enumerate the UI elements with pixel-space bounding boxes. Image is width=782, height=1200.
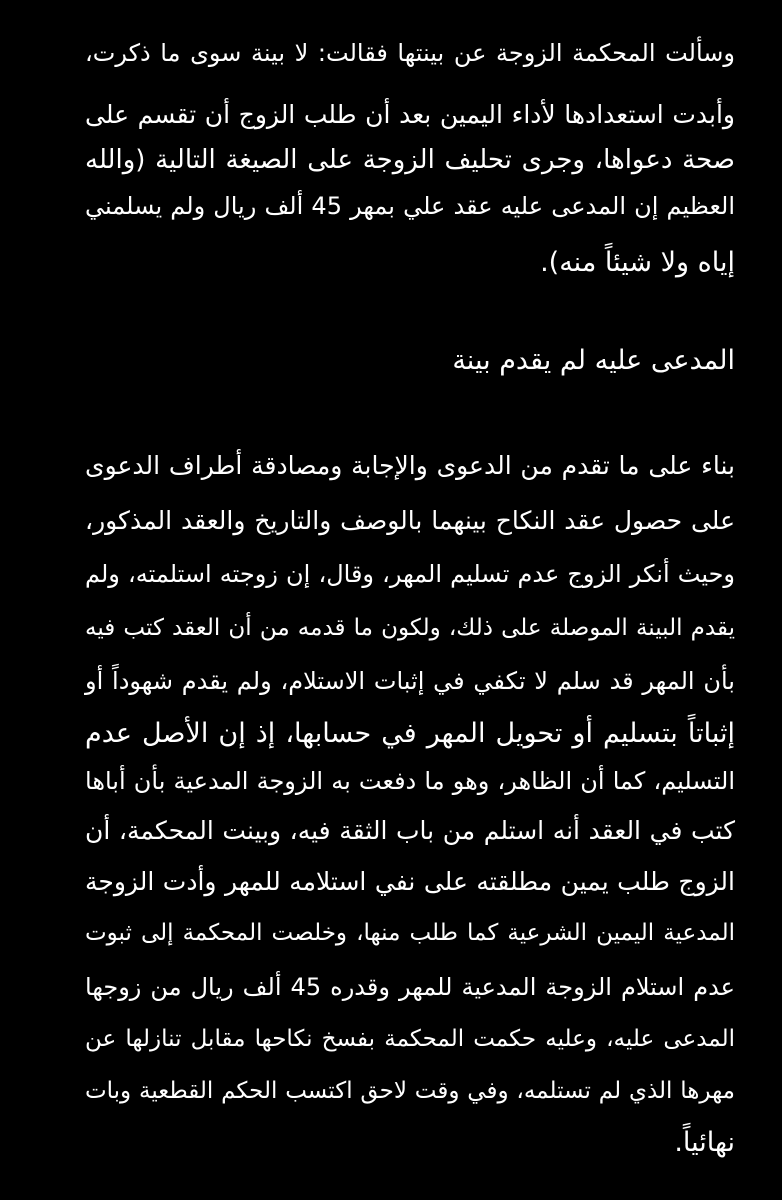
paragraph-3-line-5: بأن المهر قد سلم لا تكفي في إثبات الاستلام، ولم يقدم شهوداً أو — [85, 667, 735, 695]
paragraph-3-line-8: كتب في العقد أنه استلم من باب الثقة فيه، وبينت المحكمة، أن — [85, 816, 735, 845]
paragraph-3-line-4: يقدم البينة الموصلة على ذلك، ولكون ما قدمه من أن العقد كتب فيه — [85, 615, 735, 641]
paragraph-1-line-1: وسألت المحكمة الزوجة عن بينتها فقالت: لا بينة سوى ما ذكرت، — [85, 39, 735, 67]
paragraph-3-line-10: المدعية اليمين الشرعية كما طلب منها، وخلصت المحكمة إلى ثبوت — [85, 920, 735, 946]
paragraph-3-line-11: عدم استلام الزوجة المدعية للمهر وقدره 45 ألف ريال من زوجها — [85, 973, 735, 1001]
paragraph-3-line-9: الزوج طلب يمين مطلقته على نفي استلامه للمهر وأدت الزوجة — [85, 867, 735, 896]
paragraph-3-line-6: إثباتاً بتسليم أو تحويل المهر في حسابها، إذ إن الأصل عدم — [85, 718, 735, 749]
paragraph-2-line-1: المدعى عليه لم يقدم بينة — [452, 345, 735, 376]
paragraph-3-line-7: التسليم، كما أن الظاهر، وهو ما دفعت به الزوجة المدعية بأن أباها — [85, 767, 735, 795]
paragraph-1-line-4: العظيم إن المدعى عليه عقد علي بمهر 45 ألف ريال ولم يسلمني — [85, 192, 736, 220]
paragraph-3-line-3: وحيث أنكر الزوج عدم تسليم المهر، وقال، إن زوجته استلمته، ولم — [85, 560, 735, 588]
paragraph-3-line-2: على حصول عقد النكاح بينهما بالوصف والتاريخ والعقد المذكور، — [85, 506, 735, 535]
paragraph-3-line-13: مهرها الذي لم تستلمه، وفي وقت لاحق اكتسب الحكم القطعية وبات — [85, 1078, 735, 1104]
paragraph-1-line-5: إياه ولا شيئاً منه). — [540, 247, 735, 278]
paragraph-3-line-14: نهائياً. — [674, 1127, 735, 1158]
paragraph-3-line-12: المدعى عليه، وعليه حكمت المحكمة بفسخ نكاحها مقابل تنازلها عن — [85, 1026, 735, 1052]
paragraph-1-line-3: صحة دعواها، وجرى تحليف الزوجة على الصيغة التالية (والله — [85, 145, 735, 175]
paragraph-1-line-2: وأبدت استعدادها لأداء اليمين بعد أن طلب الزوج أن تقسم على — [85, 100, 735, 129]
paragraph-3-line-1: بناء على ما تقدم من الدعوى والإجابة ومصادقة أطراف الدعوى — [85, 451, 735, 480]
